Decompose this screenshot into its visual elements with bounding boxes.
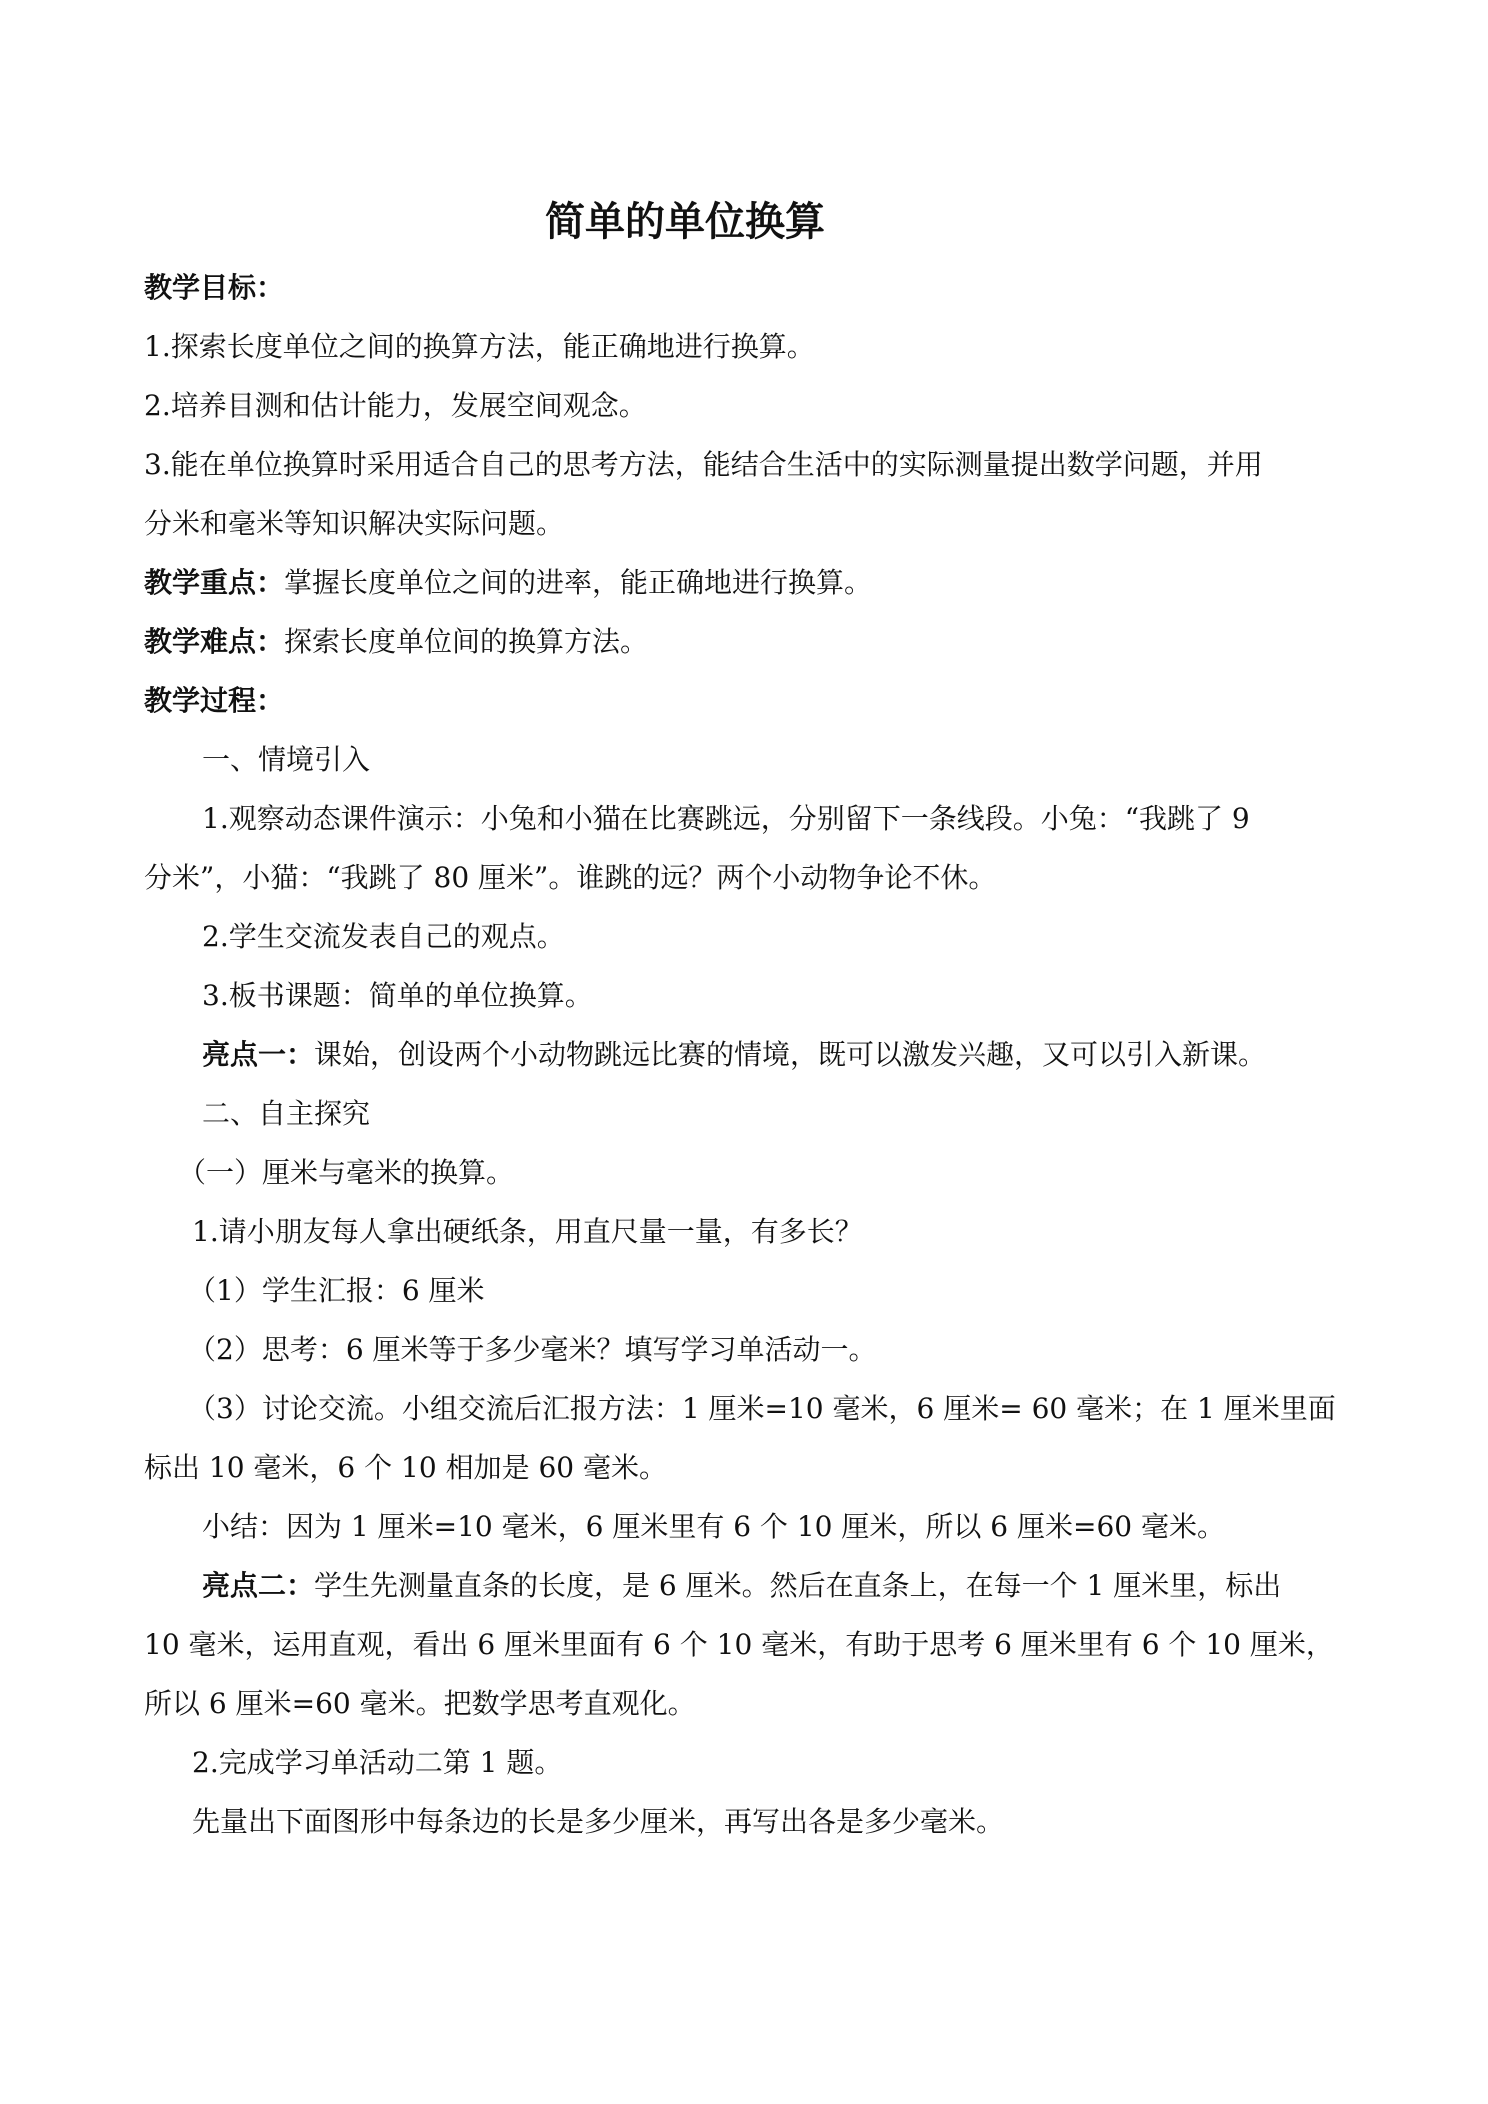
paragraph-line: 1.请小朋友每人拿出硬纸条，用直尺量一量，有多长？ [192, 1215, 863, 1248]
section-heading: 二、自主探究 [202, 1097, 371, 1130]
goal-item: 2.培养目测和估计能力，发展空间观念。 [144, 389, 647, 422]
page-title: 简单的单位换算 [545, 198, 825, 245]
paragraph-line: 2.完成学习单活动二第 1 题。 [192, 1746, 563, 1779]
highlight-text: 学生先测量直条的长度，是 6 厘米。然后在直条上，在每一个 1 厘米里，标出 [314, 1569, 1282, 1602]
paragraph-line: 10 毫米，运用直观，看出 6 厘米里面有 6 个 10 毫米，有助于思考 6 厘米里有 6 个 10 厘米， [144, 1628, 1334, 1661]
key-point-label: 教学重点： [144, 566, 285, 599]
highlight-label: 亮点二： [202, 1569, 315, 1602]
subsection-heading: （一）厘米与毫米的换算。 [178, 1156, 515, 1189]
goal-item: 1.探索长度单位之间的换算方法，能正确地进行换算。 [144, 330, 815, 363]
paragraph-line: 先量出下面图形中每条边的长是多少厘米，再写出各是多少毫米。 [192, 1805, 1005, 1838]
goal-item: 3.能在单位换算时采用适合自己的思考方法，能结合生活中的实际测量提出数学问题，并用 [144, 448, 1263, 481]
paragraph-line: 所以 6 厘米=60 毫米。把数学思考直观化。 [144, 1687, 696, 1720]
paragraph-line: （2）思考：6 厘米等于多少毫米？填写学习单活动一。 [188, 1333, 877, 1366]
highlight-one [202, 1035, 1266, 1075]
paragraph-line: 1.观察动态课件演示：小兔和小猫在比赛跳远，分别留下一条线段。小兔：“我跳了 9 [202, 802, 1250, 835]
key-point-text: 掌握长度单位之间的进率，能正确地进行换算。 [284, 566, 873, 599]
summary-line: 小结：因为 1 厘米=10 毫米，6 厘米里有 6 个 10 厘米，所以 6 厘米=60 毫米。 [202, 1510, 1225, 1543]
goal-item: 分米和毫米等知识解决实际问题。 [144, 507, 565, 540]
paragraph-line: 标出 10 毫米，6 个 10 相加是 60 毫米。 [144, 1451, 668, 1484]
paragraph-line: （1）学生汇报：6 厘米 [188, 1274, 485, 1307]
highlight-text: 课始，创设两个小动物跳远比赛的情境，既可以激发兴趣，又可以引入新课。 [314, 1038, 1267, 1071]
section-heading: 一、情境引入 [202, 743, 371, 776]
paragraph-line: 分米”，小猫：“我跳了 80 厘米”。谁跳的远？两个小动物争论不休。 [144, 861, 997, 894]
paragraph-line: 3.板书课题：简单的单位换算。 [202, 979, 593, 1012]
highlight-label: 亮点一： [202, 1038, 315, 1071]
paragraph-line: 2.学生交流发表自己的观点。 [202, 920, 565, 953]
difficulty [144, 622, 648, 662]
paragraph-line: （3）讨论交流。小组交流后汇报方法：1 厘米=10 毫米，6 厘米= 60 毫米；在 1 厘米里面 [188, 1392, 1336, 1425]
key-point [144, 563, 872, 603]
goals-label: 教学目标： [144, 271, 285, 304]
process-label: 教学过程： [144, 684, 285, 717]
difficulty-label: 教学难点： [144, 625, 285, 658]
difficulty-text: 探索长度单位间的换算方法。 [284, 625, 649, 658]
highlight-two [202, 1566, 1281, 1606]
